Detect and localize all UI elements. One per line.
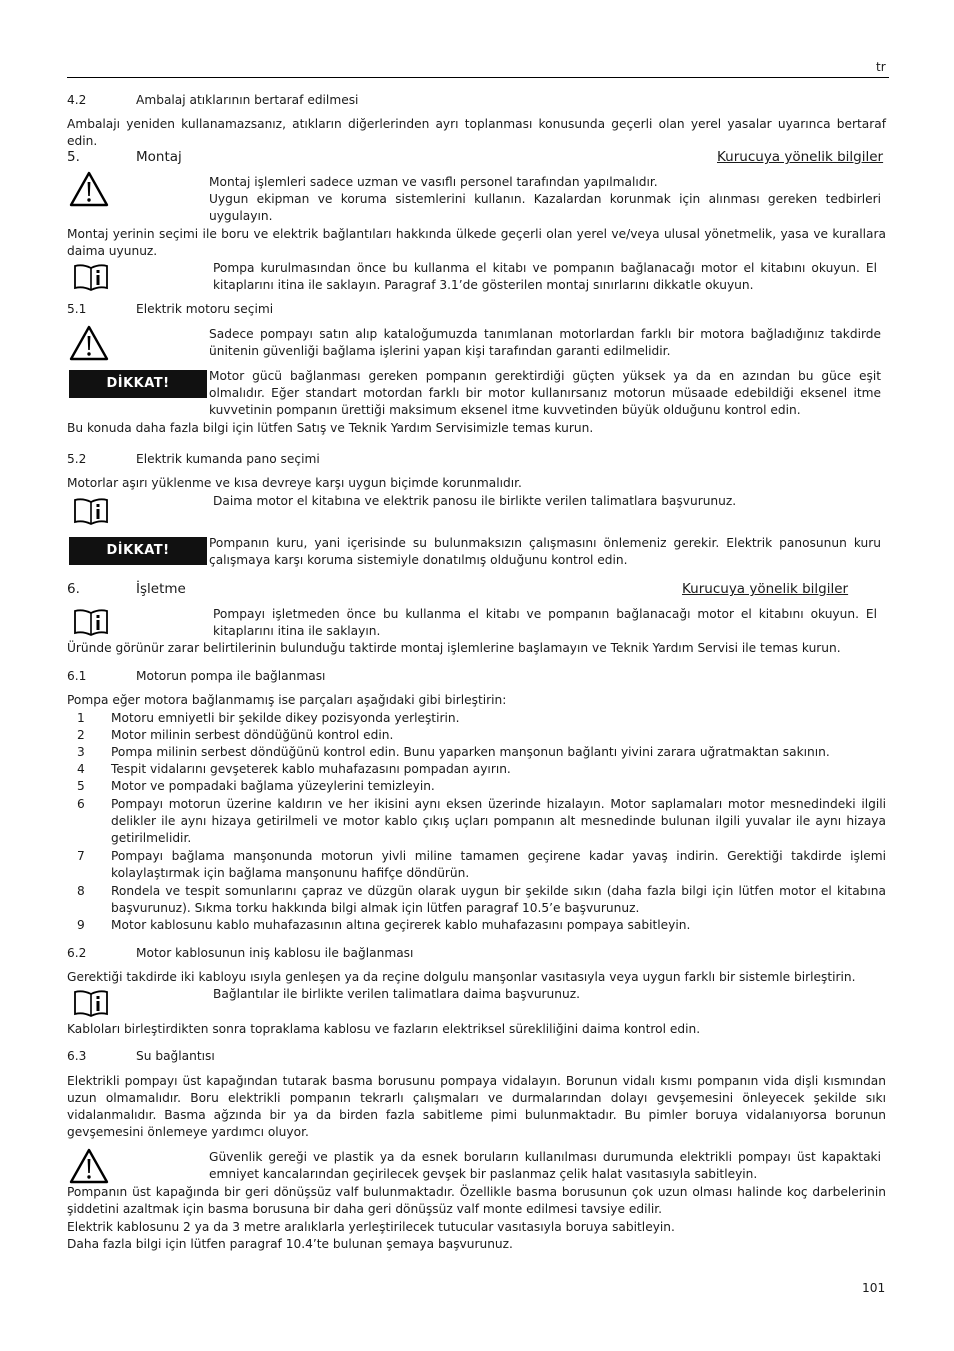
section-6-1-intro: Pompa eğer motora bağlanmamış ise parçaları aşağıdaki gibi birleştirin: bbox=[67, 693, 507, 707]
caution-label: DİKKAT! bbox=[69, 537, 207, 565]
chapter-5-paragraph: Montaj yerinin seçimi ile boru ve elektrik bağlantıları hakkında ülkede geçerli olan yerel ve/veya ulusal yönetmelik, yasa ve kurallara daima uyunuz. bbox=[67, 227, 886, 258]
section-4-2-paragraph: Ambalajı yeniden kullanamazsanız, atıkların diğerlerinden ayrı toplanması konusunda geçerli olan yerel yasalar uyarınca bertaraf edin. bbox=[67, 117, 886, 148]
chapter-5-warning-text: Montaj işlemleri sadece uzman ve vasıflı personel tarafından yapılmalıdır. Uygun ekipman ve koruma sistemlerini kullanın. Kazalardan korunmak için alınması gereken tedbirleri uygulayın. bbox=[209, 175, 881, 223]
chapter-5-book-text: Pompa kurulmasından önce bu kullanma el kitabı ve pompanın bağlanacağı motor el kitabını okuyun. El kitaplarını itina ile saklayın. Paragraf 3.1’de gösterilen montaj sınırlarını dikkatle okuyun. bbox=[213, 261, 877, 292]
page-number: 101 bbox=[862, 1281, 886, 1295]
warning-triangle-icon bbox=[69, 171, 109, 207]
section-6-3-paragraph-2: Pompanın üst kapağında bir geri dönüşsüz valf bulunmaktadır. Özellikle basma borusunun çok uzun olması halinde koç darbelerinin şiddetini azaltmak için basma borusuna bir daha geri dönüşsüz valf monte edilmesi tavsiye edilir. bbox=[67, 1185, 886, 1216]
warning-triangle-icon bbox=[69, 325, 109, 361]
read-manual-book-icon bbox=[73, 988, 109, 1018]
read-manual-book-icon bbox=[73, 607, 109, 637]
manual-page: tr 4.2 Ambalaj atıklarının bertaraf edilmesi Ambalajı yeniden kullanamazsanız, atıkların diğerlerinden ayrı toplanması konusunda geçerli olan yerel yasalar uyarınca bertaraf edin. 5. Montaj Kurucuya yönelik bilgiler Montaj işlemleri sadece uzman ve vasıflı personel tarafından yapılmalıdır. Uygun ekipman ve koruma sistemlerini kullanın. Kazalardan korunmak için alınması gereken tedbirleri uygulayın. Montaj yerinin seçimi ile boru ve elektrik bağlantıları hakkında ülkede geçerli olan yerel ve/veya ulusal yönetmelik, yasa ve kurallara daima uyunuz. Pompa kurulmasından önce bu kullanma el kitabı ve pompanın bağlanacağı motor el kitabını okuyun. El kitaplarını itina ile saklayın. Paragraf 3.1’de gösterilen montaj sınırlarını dikkatle okuyun. 5.1 Elektrik motoru seçimi Sadece pompayı satın alıp kataloğumuzda tanımlanan motorlardan farklı bir motora bağladığınız takdirde ünitenin güvenliği bağlama işlerini yapan kişi tarafından garanti edilmelidir. DİKKAT! Motor gücü bağlanması gereken pompanın gerektirdiği güçten yüksek ya da en azından bu güce eşit olmalıdır. Eğer standart motordan farklı bir motor kullanırsanız motorun müsaade edebildiği eksenel itme kuvvetinin pompanın ürettiği maksimum eksenel itme kuvvetinden büyük olduğunu kontrol edin. Bu konuda daha fazla bilgi için lütfen Satış ve Teknik Yardım Servisimizle temas kurun. 5.2 Elektrik kumanda pano seçimi Motorlar aşırı yüklenme ve kısa devreye karşı uygun biçimde korunmalıdır. Daima motor el kitabına ve elektrik panosu ile birlikte verilen talimatlara başvurunuz. DİKKAT! Pompanın kuru, yani içerisinde su bulunmaksızın çalışmasını önlemeniz gerekir. Elektrik panosunun kuru çalışmaya karşı koruma sistemiyle donatılmış olduğunu kontrol edin. 6. İşletme Kurucuya yönelik bilgiler Pompayı işletmeden önce bu kullanma el kitabı ve pompanın bağlanacağı motor el kitabını okuyun. El kitaplarını itina ile saklayın. Üründe görünür zarar belirtilerinin bulunduğu taktirde montaj işlemlerine başlamayın ve Teknik Yardım Servisi ile temas kurun. 6.1 Motorun pompa ile bağlanması Pompa eğer motora bağlanmamış ise parçaları aşağıdaki gibi birleştirin: 1 Motoru emniyetli bir şekilde dikey pozisyonda yerleştirin. 2 Motor milinin serbest döndüğünü kontrol edin. 3 Pompa milinin serbest döndüğünü kontrol edin. Bunu yaparken manşonun bağlantı yivini zarara uğratmaktan sakının. 4 Tespit vidalarını gevşeterek kablo muhafazasını pompadan ayırın. 5 Motor ve pompadaki bağlama yüzeylerini temizleyin. 6 Pompayı motorun üzerine kaldırın ve her ikisini aynı eksen üzerinde hizalayın. Motor saplamaları motor mesnedindeki ilgili delikler ile aynı hizaya getirilmeli ve motor kablo çıkış uçları pompanın alt mesnedinde bulunan ilgili yuvalar ile aynı hizaya getirilmelidir. 7 Pompayı bağlama manşonunda motorun yivli miline tamamen geçirene kadar yavaş indirin. Gerektiği takdirde işlemi kolaylaştırmak için bağlama manşonunu hafifçe döndürün. 8 Rondela ve tespit somunlarını çapraz ve düzgün olarak uygun bir şekilde sıkın (daha fazla bilgi için lütfen motor el kitabına başvurunuz). Sıkma torku hakkında bilgi almak için lütfen paragraf 10.5’e başvurunuz. 9 Motor kablosunu kablo muhafazasının altına geçirerek kablo muhafazasını pompaya sabitleyin. 6.2 Motor kablosunun iniş kablosu ile bağlanması Gerektiği takdirde iki kabloyu ısıyla genleşen ya da reçine dolgulu manşonlar vasıtasıyla veya uygun farklı bir sistemle birleştirin. Bağlantılar ile birlikte verilen talimatlara daima başvurunuz. Kabloları birleştirdikten sonra topraklama kablosu ve fazların elektriksel sürekliliğini daima kontrol edin. 6.3 Su bağlantısı Elektrikli pompayı üst kapağından tutarak basma borusunu pompaya vidalayın. Borunun vidalı kısmı pompanın vida dişli kısmından uzun olmamalıdır. Boru elektrikli pompanın tekrarlı çalışmaları ve durmalarından dolayı gevşemesini önleyecek şekilde sıkı vidalanmalıdır. Basma ağzında bir ya da birden fazla sabitleme pimi bulunmaktadır. Bu pimler boruya vidalanıyorsa borunun gevşemesini önlemeye yardımcı oluyor. Güvenlik gereği ve plastik ya da esnek boruların kullanılması durumunda elektrikli pompayı üst kapaktaki emniyet kancalarından geçirilecek gevşek bir paslanmaz çelik halat vasıtasıyla sabitleyin. Pompanın üst kapağında bir geri dönüşsüz valf bulunmaktadır. Özellikle basma borusunun çok uzun olması halinde koç darbelerinin şiddetini azaltmak için basma borusuna bir daha geri dönüşsüz valf monte edilmesi tavsiye edilir. Elektrik kablosunu 2 ya da 3 metre aralıklarla yerleştirilecek tutucular vasıtasıyla boruya sabitleyin. Daha fazla bilgi için lütfen paragraf 10.4’te bulunan şemaya başvurunuz. 101 bbox=[0, 0, 954, 1351]
caution-label: DİKKAT! bbox=[69, 370, 207, 398]
section-5-2-book-text: Daima motor el kitabına ve elektrik panosu ile birlikte verilen talimatlara başvurunuz. bbox=[213, 494, 737, 508]
section-6-2-paragraph-2: Kabloları birleştirdikten sonra topraklama kablosu ve fazların elektriksel sürekliliğini daima kontrol edin. bbox=[67, 1022, 701, 1036]
section-5-2-paragraph: Motorlar aşırı yüklenme ve kısa devreye karşı uygun biçimde korunmalıdır. bbox=[67, 476, 522, 490]
language-code: tr bbox=[876, 60, 886, 74]
chapter-6-paragraph: Üründe görünür zarar belirtilerinin bulunduğu taktirde montaj işlemlerine başlamayın ve Teknik Yardım Servisi ile temas kurun. bbox=[67, 641, 841, 655]
chapter-6-book-text: Pompayı işletmeden önce bu kullanma el kitabı ve pompanın bağlanacağı motor el kitabını okuyun. El kitaplarını itina ile saklayın. bbox=[213, 607, 877, 638]
chapter-6-audience: Kurucuya yönelik bilgiler bbox=[682, 581, 849, 597]
read-manual-book-icon bbox=[73, 496, 109, 526]
section-6-2-book-text: Bağlantılar ile birlikte verilen talimatlara daima başvurunuz. bbox=[213, 987, 580, 1001]
section-6-3-paragraph-4: Daha fazla bilgi için lütfen paragraf 10.4’te bulunan şemaya başvurunuz. bbox=[67, 1237, 513, 1251]
section-6-2-paragraph: Gerektiği takdirde iki kabloyu ısıyla genleşen ya da reçine dolgulu manşonlar vasıtasıyla veya uygun farklı bir sistemle birleştirin. bbox=[67, 970, 856, 984]
header-rule bbox=[67, 77, 889, 78]
section-5-1-paragraph: Bu konuda daha fazla bilgi için lütfen Satış ve Teknik Yardım Servisimizle temas kurun. bbox=[67, 421, 594, 435]
chapter-5-audience: Kurucuya yönelik bilgiler bbox=[717, 149, 884, 165]
section-5-1-warning-text: Sadece pompayı satın alıp kataloğumuzda tanımlanan motorlardan farklı bir motora bağladığınız takdirde ünitenin güvenliği bağlama işlerini yapan kişi tarafından garanti edilmelidir. bbox=[209, 327, 881, 358]
section-6-3-paragraph-3: Elektrik kablosunu 2 ya da 3 metre aralıklarla yerleştirilecek tutucular vasıtasıyla boruya sabitleyin. bbox=[67, 1220, 675, 1234]
section-6-3-warning-text: Güvenlik gereği ve plastik ya da esnek boruların kullanılması durumunda elektrikli pompayı üst kapaktaki emniyet kancalarından geçirilecek gevşek bir paslanmaz çelik halat vasıtasıyla sabitleyin. bbox=[209, 1150, 881, 1181]
read-manual-book-icon bbox=[73, 262, 109, 292]
warning-triangle-icon bbox=[69, 1148, 109, 1184]
section-6-3-paragraph: Elektrikli pompayı üst kapağından tutarak basma borusunu pompaya vidalayın. Borunun vidalı kısmı pompanın vida dişli kısmından uzun olmamalıdır. Boru elektrikli pompanın tekrarlı çalışmaları ve durmalarından dolayı gevşemesini önleyecek şekilde sıkı vidalanmalıdır. Basma ağzında bir ya da birden fazla sabitleme pimi bulunmaktadır. Bu pimler boruya vidalanıyorsa borunun gevşemesini önlemeye yardımcı oluyor. bbox=[67, 1074, 886, 1139]
section-5-1-caution-text: Motor gücü bağlanması gereken pompanın gerektirdiği güçten yüksek ya da en azından bu güce eşit olmalıdır. Eğer standart motordan farklı bir motor kullanırsanız motorun müsaade edebildiği eksenel itme kuvvetinin pompanın ürettiği maksimum eksenel itme kuvvetinden büyük olduğunu kontrol edin. bbox=[209, 369, 881, 417]
section-5-2-caution-text: Pompanın kuru, yani içerisinde su bulunmaksızın çalışmasını önlemeniz gerekir. Elektrik panosunun kuru çalışmaya karşı koruma sistemiyle donatılmış olduğunu kontrol edin. bbox=[209, 536, 881, 567]
